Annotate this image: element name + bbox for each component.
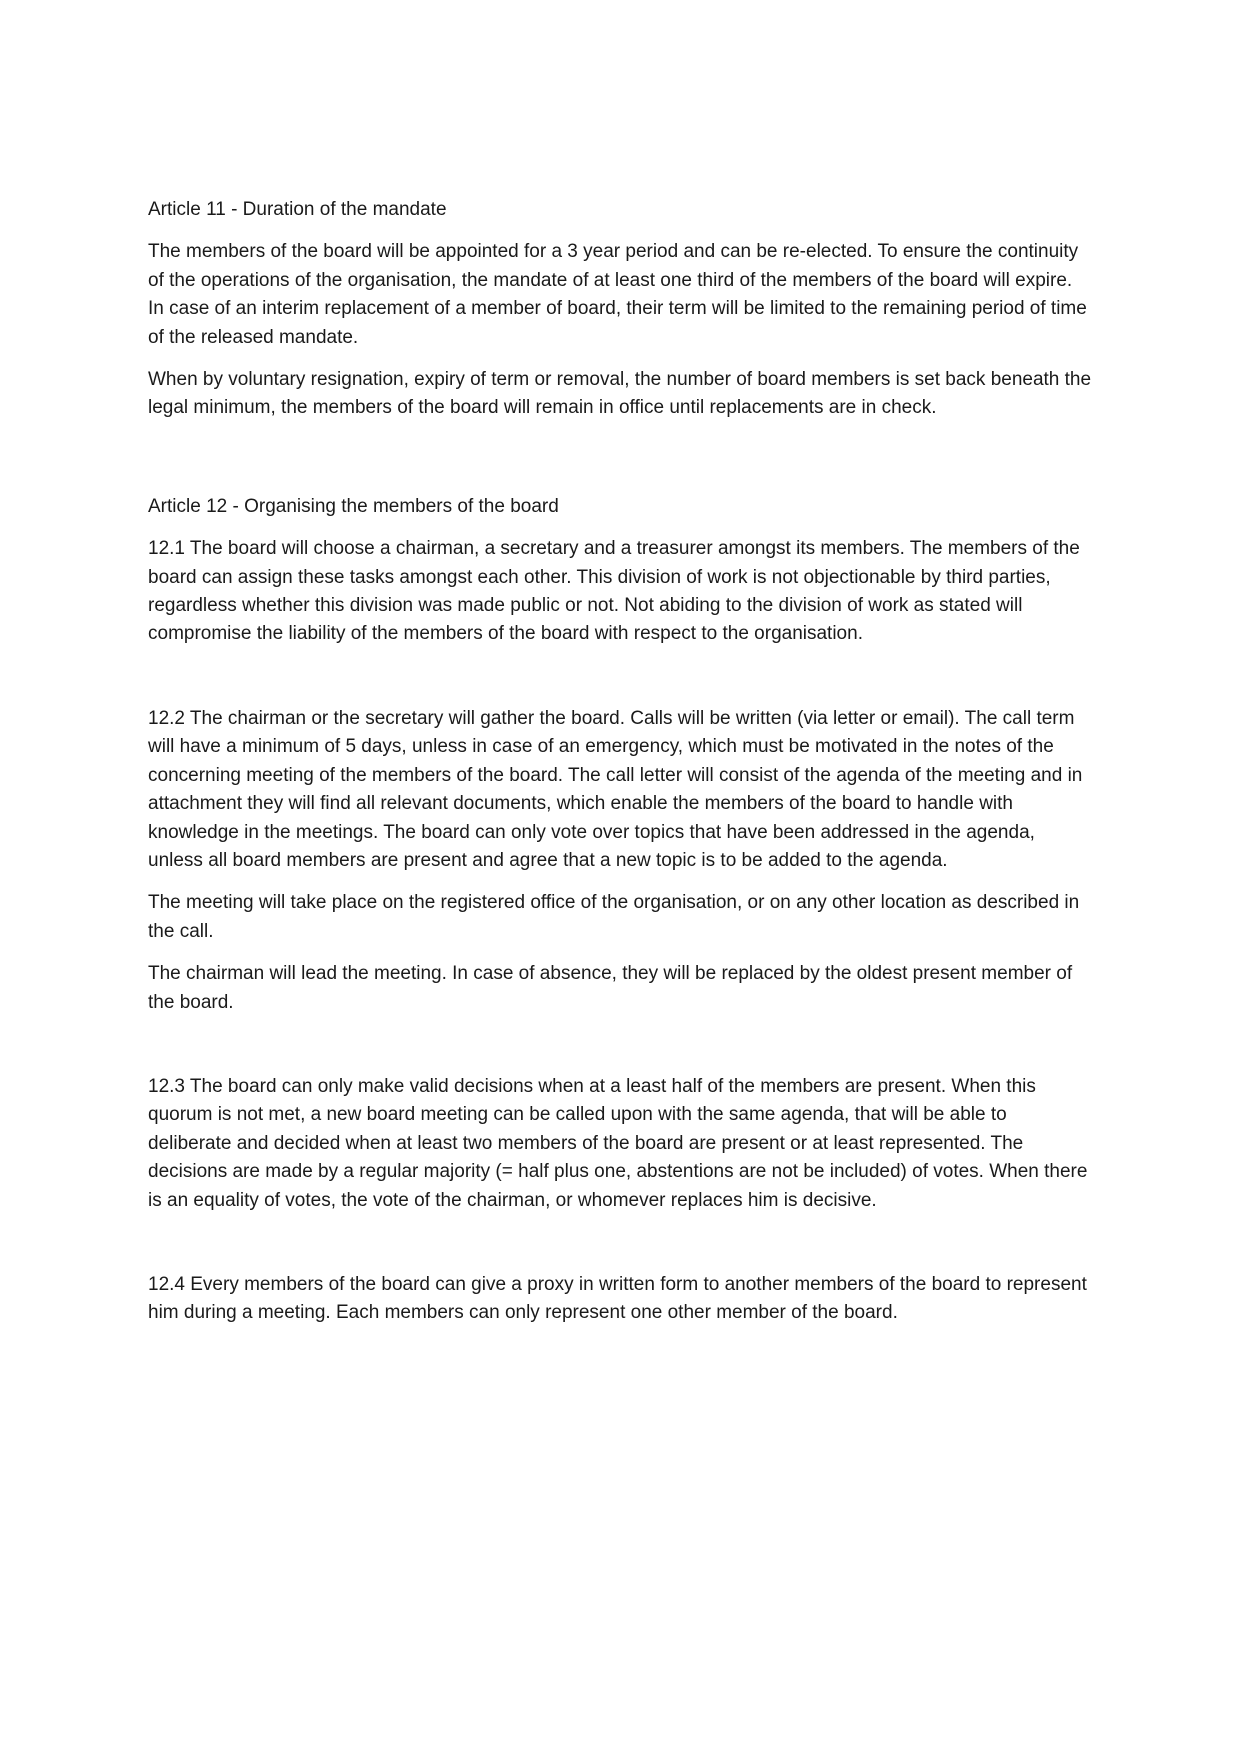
subsection-spacer — [148, 663, 1093, 705]
article-11-paragraph-2: When by voluntary resignation, expiry of term or removal, the number of board members is set back beneath the legal minimum, the members of the board will remain in office until replacements are in check. — [148, 369, 1092, 419]
article-11-paragraph-1: The members of the board will be appointed for a 3 year period and can be re-elected. To ensure the continuity of the operations of the organisation, the mandate of at least one third of the members of the board will expire. In case of an interim replacement of a member of board, their term will be limited to the remaining period of time of the released mandate. — [148, 241, 1087, 348]
section-spacer — [148, 437, 1093, 493]
document-body — [148, 196, 1093, 1342]
subsection-spacer — [148, 1031, 1093, 1073]
article-11-heading: Article 11 - Duration of the mandate — [148, 199, 447, 220]
article-12-1-paragraph: 12.1 The board will choose a chairman, a secretary and a treasurer amongst its members. The members of the board can assign these tasks amongst each other. This division of work is not objectionable by third parties, regardless whether this division was made public or not. Not abiding to the division of work as stated will compromise the liability of the members of the board with respect to the organisation. — [148, 538, 1080, 645]
article-12-heading: Article 12 - Organising the members of the board — [148, 495, 559, 517]
article-12-3-paragraph: 12.3 The board can only make valid decisions when at a least half of the members are present. When this quorum is not met, a new board meeting can be called upon with the same agenda, that will be able to deliberate and decided when at least two members of the board are present or at least represented. The decisions are made by a regular majority (= half plus one, abstentions are not be included) of votes. When there is an equality of votes, the vote of the chairman, or whomever replaces him is decisive. — [148, 1075, 1088, 1211]
article-12-4-paragraph: 12.4 Every members of the board can give a proxy in written form to another members of the board to represent him during a meeting. Each members can only represent one other member of the board. — [148, 1273, 1087, 1324]
article-12-2-paragraph-2: The meeting will take place on the registered office of the organisation, or on any other location as described in the call. — [148, 892, 1080, 942]
article-12-2-paragraph-3: The chairman will lead the meeting. In case of absence, they will be replaced by the oldest present member of the board. — [148, 963, 1073, 1013]
article-12-2-paragraph-1: 12.2 The chairman or the secretary will gather the board. Calls will be written (via letter or email). The call term will have a minimum of 5 days, unless in case of an emergency, which must be motivated in the notes of the concerning meeting of the members of the board. The call letter will consist of the agenda of the meeting and in attachment they will find all relevant documents, which enable the members of the board to handle with knowledge in the meetings. The board can only vote over topics that have been addressed in the agenda, unless all board members are present and agree that a new topic is to be added to the agenda. — [148, 707, 1083, 871]
subsection-spacer — [148, 1229, 1093, 1271]
